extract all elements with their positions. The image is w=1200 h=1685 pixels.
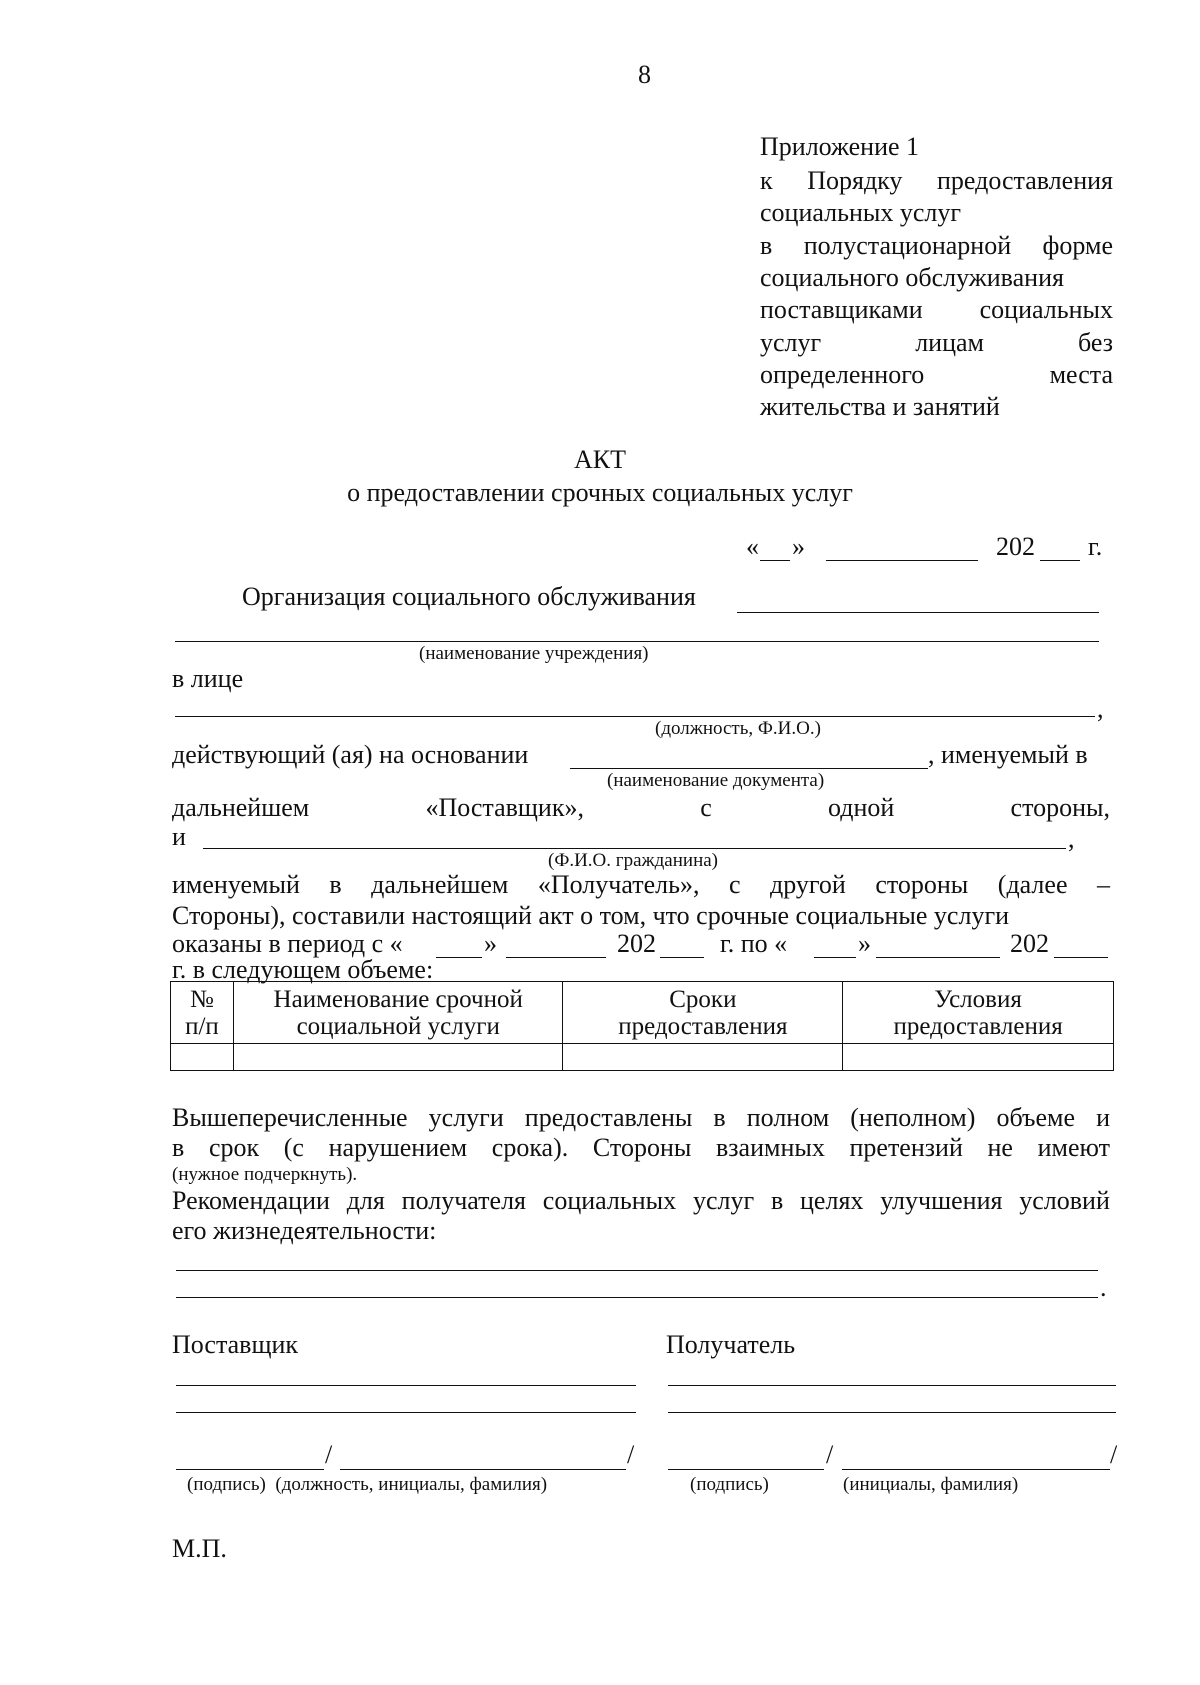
conclusion-line-1: [172, 1103, 1110, 1133]
word: дальнейшем: [371, 870, 509, 899]
recipient-label: Получатель: [666, 1330, 796, 1359]
supplier-caption: (подпись) (должность, инициалы, фамилия): [187, 1474, 548, 1495]
and-label: и: [172, 822, 186, 851]
appendix-word: к: [760, 166, 773, 195]
word: стороны: [875, 870, 969, 899]
word: не: [987, 1133, 1013, 1162]
recipient-blank-1: [668, 1385, 1116, 1386]
supplier-signature-blank: [176, 1469, 324, 1470]
header-number: № п/п: [171, 982, 234, 1044]
date-year: 202: [996, 532, 1035, 561]
supplier-name-blank: [340, 1469, 626, 1470]
year-blank: [1040, 560, 1080, 561]
word: объеме: [996, 1103, 1076, 1132]
table-cell: [171, 1044, 234, 1071]
appendix-line: [760, 328, 1113, 358]
word: одной: [828, 793, 895, 822]
word: услуг: [692, 1186, 755, 1215]
word: другой: [770, 870, 846, 899]
header-conditions: Условия предоставления: [843, 982, 1114, 1044]
citizen-comma: ,: [1068, 824, 1075, 853]
underline-note: (нужное подчеркнуть).: [172, 1164, 358, 1185]
word: с: [728, 870, 741, 899]
recipient-sign-caption: (подпись): [690, 1474, 769, 1495]
table-cell: [563, 1044, 843, 1071]
from-year: 202: [617, 929, 656, 958]
recommendations-line-2: его жизнедеятельности:: [172, 1216, 437, 1245]
word: полном: [746, 1103, 830, 1132]
header-service-name: Наименование срочной социальной услуги: [233, 982, 563, 1044]
recipient-signature-blank: [668, 1469, 824, 1470]
recipient-slash-2: /: [1110, 1440, 1118, 1469]
org-label: Организация социального обслуживания: [242, 582, 696, 611]
to-year-blank: [1054, 957, 1108, 958]
header-terms: Сроки предоставления: [563, 982, 843, 1044]
recipient-name-blank: [842, 1469, 1110, 1470]
word: (с: [283, 1133, 304, 1162]
word: в: [329, 870, 342, 899]
appendix-line: [760, 360, 1113, 390]
supplier-blank-1: [176, 1385, 636, 1386]
recommendations-dot: .: [1100, 1273, 1107, 1302]
word: взаимных: [715, 1133, 825, 1162]
appendix-word: без: [1077, 327, 1113, 357]
month-blank: [826, 560, 978, 561]
in-person-label: в лице: [172, 664, 244, 693]
appendix-word: социальных: [979, 295, 1113, 325]
recipient-slash-1: /: [826, 1440, 834, 1469]
table-header-row: [171, 982, 1114, 1044]
called-label: , именуемый в: [928, 740, 1088, 769]
recipient-name-caption: (инициалы, фамилия): [843, 1474, 1019, 1495]
word: Стороны: [592, 1133, 692, 1162]
appendix-line: социальных услуг: [760, 198, 962, 228]
supplier-blank-2: [176, 1412, 636, 1413]
supplier-slash-1: /: [325, 1440, 333, 1469]
to-quote-close: »: [858, 929, 871, 958]
appendix-word: полустационарной: [803, 230, 1012, 260]
services-table: [170, 981, 1114, 1071]
word: именуемый: [172, 870, 300, 899]
word: имеют: [1037, 1133, 1110, 1162]
date-quote-close: »: [792, 532, 805, 561]
citizen-blank: [203, 848, 1066, 849]
to-month-blank: [876, 957, 1000, 958]
position-caption: (должность, Ф.И.О.): [655, 718, 821, 739]
acting-on-label: действующий (ая) на основании: [172, 740, 529, 769]
recipient-blank-2: [668, 1412, 1116, 1413]
word: в: [713, 1103, 726, 1132]
appendix-word: места: [1049, 359, 1113, 389]
appendix-word: Порядку: [807, 166, 903, 195]
appendix-word: лицам: [915, 327, 984, 357]
word: Вышеперечисленные: [172, 1103, 408, 1132]
recommendations-line-1: [172, 1186, 1110, 1216]
to-day-blank: [814, 957, 856, 958]
appendix-line: социального обслуживания: [760, 262, 1064, 292]
appendix-word: форме: [1042, 230, 1113, 260]
word: условий: [1019, 1186, 1110, 1215]
table-cell: [843, 1044, 1114, 1071]
word: (неполном): [850, 1103, 976, 1132]
appendix-line: [760, 231, 1113, 261]
word: нарушением: [328, 1133, 468, 1162]
word: с: [700, 793, 712, 822]
word: претензий: [849, 1133, 963, 1162]
word: для: [346, 1186, 385, 1215]
from-quote-close: »: [484, 929, 497, 958]
org-caption: (наименование учреждения): [419, 643, 649, 664]
appendix-word: определенного: [760, 359, 925, 389]
word: улучшения: [880, 1186, 1003, 1215]
appendix-line: жительства и занятий: [760, 392, 1000, 422]
recipient-clause: [172, 870, 1110, 900]
appendix-line: [760, 295, 1113, 325]
act-title: АКТ: [574, 445, 626, 474]
word: и: [1096, 1103, 1110, 1132]
act-subtitle: о предоставлении срочных социальных услуг: [347, 478, 853, 507]
period-prefix: оказаны в период с «: [172, 929, 403, 958]
appendix-word: в: [760, 230, 773, 260]
appendix-line: [760, 166, 1113, 196]
word: в: [770, 1186, 784, 1215]
recommendations-blank-2: [176, 1297, 1098, 1298]
supplier-clause: [172, 793, 1110, 823]
appendix-title: Приложение 1: [760, 132, 920, 161]
word: срок: [208, 1133, 260, 1162]
from-month-blank: [506, 957, 606, 958]
appendix-word: поставщиками: [760, 295, 923, 325]
to-year: 202: [1010, 929, 1049, 958]
from-year-blank: [660, 957, 704, 958]
date-suffix: г.: [1088, 532, 1103, 561]
appendix-word: предоставления: [937, 166, 1113, 195]
from-day-blank: [436, 957, 482, 958]
date-quote-open: «: [746, 532, 759, 561]
word: «Поставщик»,: [425, 793, 584, 822]
word: (далее: [997, 870, 1068, 899]
document-caption: (наименование документа): [607, 770, 825, 791]
paragraph-line-2: Стороны), составили настоящий акт о том, что срочные социальные услуги: [172, 901, 1010, 930]
word: срока).: [491, 1133, 569, 1162]
supplier-slash-2: /: [627, 1440, 635, 1469]
word: «Получатель»,: [537, 870, 700, 899]
position-comma: ,: [1097, 694, 1104, 723]
position-blank: [175, 716, 1095, 717]
word: социальных: [542, 1186, 677, 1215]
page-number: 8: [638, 60, 651, 89]
supplier-label: Поставщик: [172, 1330, 299, 1359]
by-label: г. по «: [720, 929, 788, 958]
word: получателя: [401, 1186, 526, 1215]
word: целях: [800, 1186, 864, 1215]
appendix-word: услуг: [760, 327, 822, 357]
table-row: [171, 1044, 1114, 1071]
word: стороны,: [1010, 793, 1110, 822]
word: услуги: [428, 1103, 504, 1132]
stamp-label: М.П.: [172, 1534, 227, 1563]
org-blank-2: [175, 641, 1099, 642]
recommendations-blank-1: [176, 1270, 1098, 1271]
conclusion-line-2: [172, 1133, 1110, 1163]
org-blank-1: [737, 612, 1099, 613]
citizen-caption: (Ф.И.О. гражданина): [548, 850, 718, 871]
day-blank: [760, 560, 790, 561]
word: Рекомендации: [172, 1186, 330, 1215]
table-cell: [233, 1044, 563, 1071]
document-blank: [570, 768, 928, 769]
word: дальнейшем: [172, 793, 310, 822]
paragraph-line-4: г. в следующем объеме:: [172, 955, 434, 984]
word: –: [1097, 870, 1110, 899]
word: в: [172, 1133, 185, 1162]
word: предоставлены: [524, 1103, 693, 1132]
